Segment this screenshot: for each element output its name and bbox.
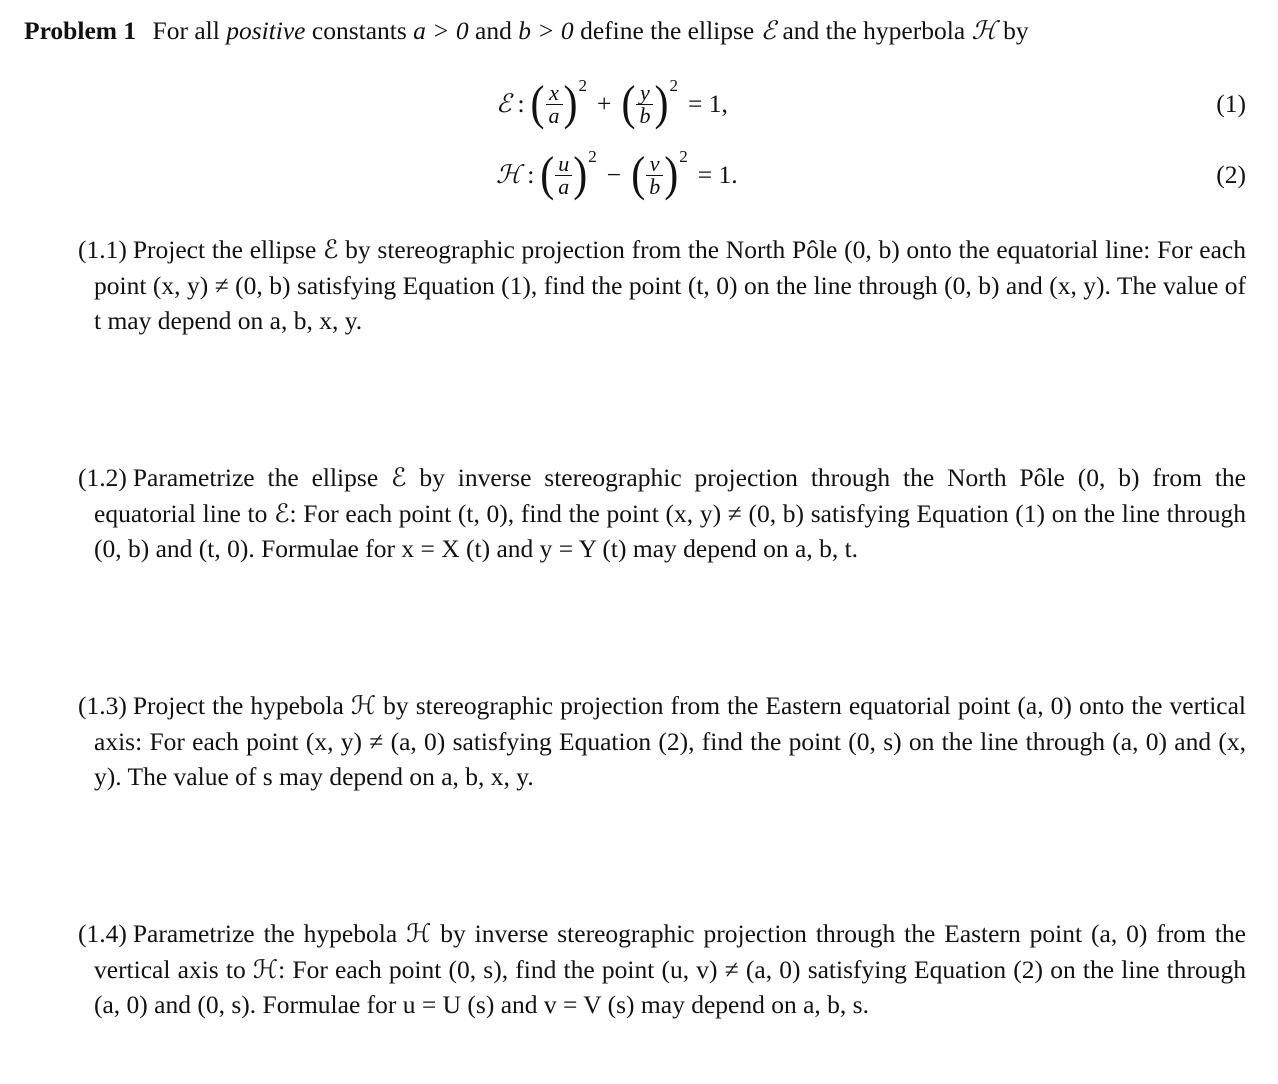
part-1-3 <box>78 688 1246 795</box>
intro-math: a > 0 <box>413 16 469 45</box>
paren-open: ( <box>631 148 646 202</box>
equation-number: (1) <box>1216 89 1246 118</box>
paren-close: ) <box>573 148 588 202</box>
paren-close: ) <box>654 77 669 131</box>
fraction <box>555 150 572 199</box>
paren-open: ( <box>621 77 636 131</box>
part-label: (1.4) <box>78 919 127 948</box>
denominator: b <box>639 102 651 128</box>
intro-text: define the ellipse <box>580 16 755 45</box>
paren-close: ) <box>563 77 578 131</box>
operator: + <box>597 89 612 118</box>
denominator: b <box>649 173 661 199</box>
paren-open: ( <box>530 77 545 131</box>
intro-text: For all <box>152 16 220 45</box>
denominator: a <box>558 173 570 199</box>
numerator: x <box>549 79 559 105</box>
part-text: Project the ellipse ℰ by stereographic projection from the North Pôle (0, b) onto the equatorial line: For each point (x, y) ≠ (0, b) satisfying Equation (1), find the point (t, 0) on the line through (0, b) and (x, y). The value of t may depend on a, b, x, y. <box>94 235 1246 335</box>
eq-colon: : <box>527 160 535 189</box>
equation-number: (2) <box>1216 160 1246 189</box>
part-label: (1.2) <box>78 463 127 492</box>
operator: − <box>606 160 622 189</box>
numerator: y <box>640 79 650 105</box>
numerator: v <box>649 150 660 176</box>
numerator: u <box>558 150 570 176</box>
equation-hyperbola <box>0 147 1278 203</box>
part-text: Parametrize the ellipse ℰ by inverse stereographic projection through the North Pôle (0, b) from the equatorial line to ℰ: For each point (t, 0), find the point (x, y) ≠ (0, b) satisfying Equation (1) on the line through (0, b) and (t, 0). Formulae for x = X (t) and y = Y (t) may depend on a, b, t. <box>94 463 1246 563</box>
equation-ellipse <box>0 76 1278 132</box>
eq-symbol: ℋ <box>496 160 522 190</box>
exponent: 2 <box>588 147 597 166</box>
intro-emphasis: positive <box>226 16 306 45</box>
paren-open: ( <box>540 148 555 202</box>
fraction <box>546 79 563 128</box>
problem-statement <box>24 14 1254 48</box>
exponent: 2 <box>679 147 688 166</box>
problem-heading: Problem 1 <box>24 16 137 45</box>
ellipse-symbol: ℰ <box>760 16 777 46</box>
intro-text: by <box>1003 16 1029 45</box>
part-label: (1.1) <box>78 235 127 264</box>
eq-symbol: ℰ <box>496 89 512 119</box>
denominator: a <box>548 102 560 128</box>
intro-math: b > 0 <box>518 16 574 45</box>
hyperbola-symbol: ℋ <box>971 16 997 46</box>
eq-colon: : <box>517 89 525 118</box>
intro-text: constants <box>311 16 407 45</box>
intro-text: and <box>475 16 512 45</box>
part-1-4 <box>78 916 1246 1023</box>
fraction <box>646 150 663 199</box>
exponent: 2 <box>669 76 678 95</box>
intro-text: and the hyperbola <box>782 16 966 45</box>
exponent: 2 <box>578 76 588 95</box>
part-1-2 <box>78 460 1246 567</box>
part-text: Parametrize the hypebola ℋ by inverse stereographic projection through the Eastern point (a, 0) from the vertical axis to ℋ: For each point (0, s), find the point (u, v) ≠ (a, 0) satisfying Equation (2) on the line through (a, 0) and (0, s). Formulae for u = U (s) and v = V (s) may depend on a, b, s. <box>94 919 1246 1019</box>
paren-close: ) <box>664 148 679 202</box>
part-text: Project the hypebola ℋ by stereographic projection from the Eastern equatorial point (a, 0) onto the vertical axis: For each point (x, y) ≠ (a, 0) satisfying Equation (2), find the point (0, s) on the line through (a, 0) and (x, y). The value of s may depend on a, b, x, y. <box>94 691 1246 791</box>
part-1-1 <box>78 232 1246 339</box>
fraction <box>636 79 653 128</box>
eq-rhs: = 1, <box>687 89 728 118</box>
eq-rhs: = 1. <box>697 160 738 189</box>
part-label: (1.3) <box>78 691 127 720</box>
